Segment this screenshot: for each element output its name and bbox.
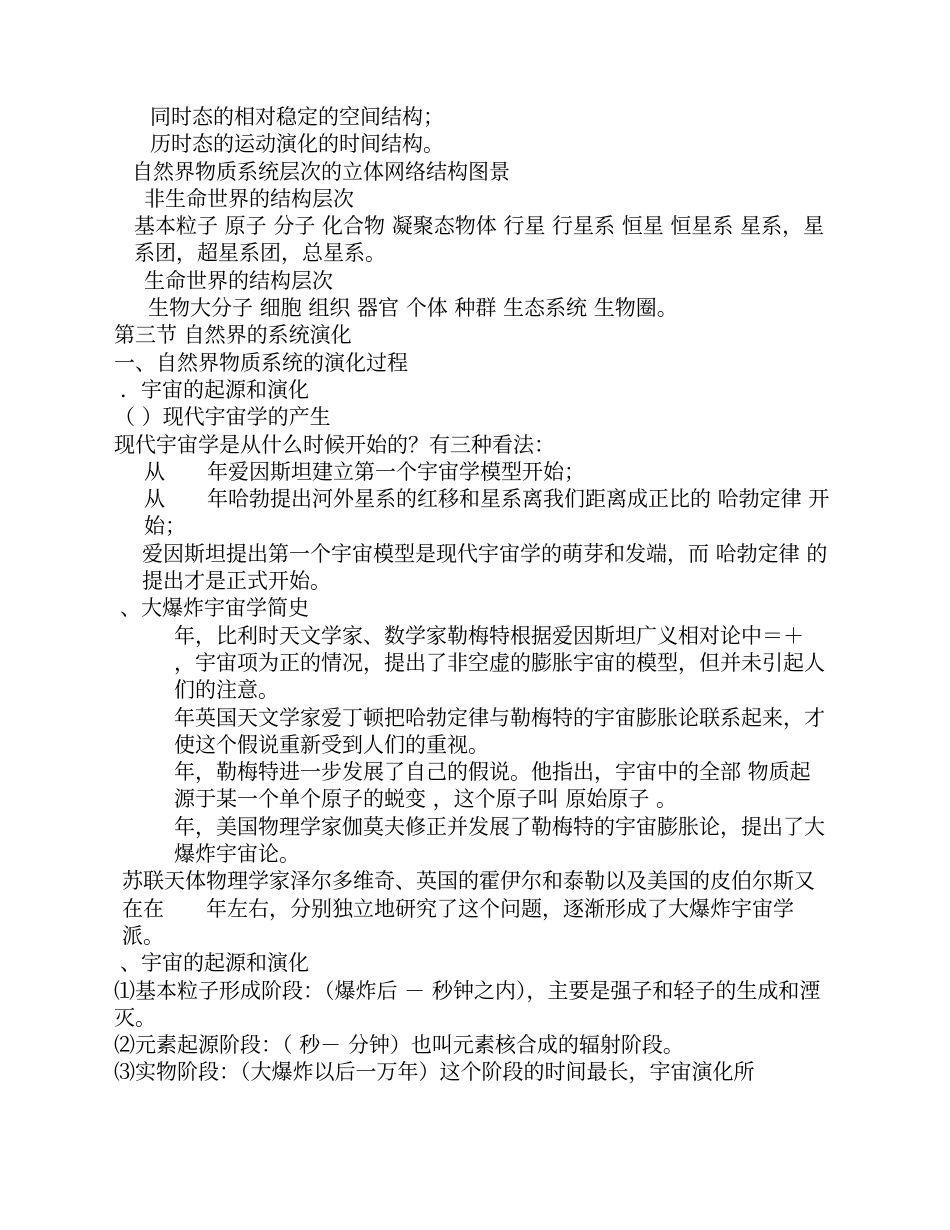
- paragraph-big-bang-school: 苏联天体物理学家泽尔多维奇、英国的霍伊尔和泰勒以及美国的皮伯尔斯又在在 年左右，分别独立地研究了这个问题，逐渐形成了大爆炸宇宙学派。: [122, 869, 815, 948]
- paragraph-primeval-atom: 年，勒梅特进一步发展了自己的假说。他指出，宇宙中的全部 物质起源于某一个单个原子的蜕变 ，这个原子叫 原始原子 。: [174, 760, 811, 812]
- paragraph-view-einstein: 从 年爱因斯坦建立第一个宇宙学模型开始；: [144, 459, 585, 484]
- paragraph-stage-matter: ⑶实物阶段：（大爆炸以后一万年）这个阶段的时间最长，宇宙演化所: [114, 1060, 755, 1085]
- document-body: [114, 104, 830, 1087]
- paragraph-stage-particles: ⑴基本粒子形成阶段：（爆炸后 － 秒钟之内），主要是强子和轻子的生成和湮灭。: [114, 978, 821, 1030]
- paragraph-living-levels: 生物大分子 细胞 组织 器官 个体 种群 生态系统 生物圈。: [148, 296, 678, 321]
- paragraph-gamow: 年，美国物理学家伽莫夫修正并发展了勒梅特的宇宙膨胀论，提出了大爆炸宇宙论。: [174, 814, 825, 867]
- paragraph-lemaitre-model: 年，比利时天文学家、数学家勒梅特根据爱因斯坦广义相对论中＝＋ ，宇宙项为正的情况，提出了非空虚的膨胀宇宙的模型，但并未引起人们的注意。: [174, 623, 825, 703]
- heading-big-bang-history: 、大爆炸宇宙学简史: [120, 596, 309, 621]
- paragraph-temporal-structure: 历时态的运动演化的时间结构。: [150, 132, 444, 157]
- section-title-third: 第三节 自然界的系统演化: [114, 323, 352, 348]
- heading-universe-origin: ．宇宙的起源和演化: [120, 377, 309, 402]
- paragraph-view-both: 爱因斯坦提出第一个宇宙模型是现代宇宙学的萌芽和发端，而 哈勃定律 的提出才是正式开始。: [142, 541, 828, 594]
- paragraph-nonliving-levels-heading: 非生命世界的结构层次: [144, 186, 354, 211]
- paragraph-stage-elements: ⑵元素起源阶段：（ 秒－ 分钟）也叫元素核合成的辐射阶段。: [114, 1033, 684, 1058]
- paragraph-network-picture: 自然界物质系统层次的立体网络结构图景: [132, 159, 510, 184]
- heading-modern-cosmology: （ ）现代宇宙学的产生: [114, 405, 331, 430]
- paragraph-three-views: 现代宇宙学是从什么时候开始的？有三种看法：: [114, 432, 555, 457]
- heading-evolution-process: 一、自然界物质系统的演化过程: [114, 350, 408, 375]
- paragraph-spatial-structure: 同时态的相对稳定的空间结构；: [150, 105, 444, 129]
- heading-origin-and-evolution: 、宇宙的起源和演化: [120, 951, 309, 976]
- paragraph-eddington: 年英国天文学家爱丁顿把哈勃定律与勒梅特的宇宙膨胀论联系起来，才使这个假说重新受到人们的重视。: [174, 705, 825, 757]
- paragraph-living-levels-heading: 生命世界的结构层次: [144, 268, 333, 293]
- paragraph-nonliving-levels: 基本粒子 原子 分子 化合物 凝聚态物体 行星 行星系 恒星 恒星系 星系，星系团，超星系团，总星系。: [134, 214, 825, 266]
- paragraph-view-hubble: 从 年哈勃提出河外星系的红移和星系离我们距离成正比的 哈勃定律 开始；: [144, 487, 830, 539]
